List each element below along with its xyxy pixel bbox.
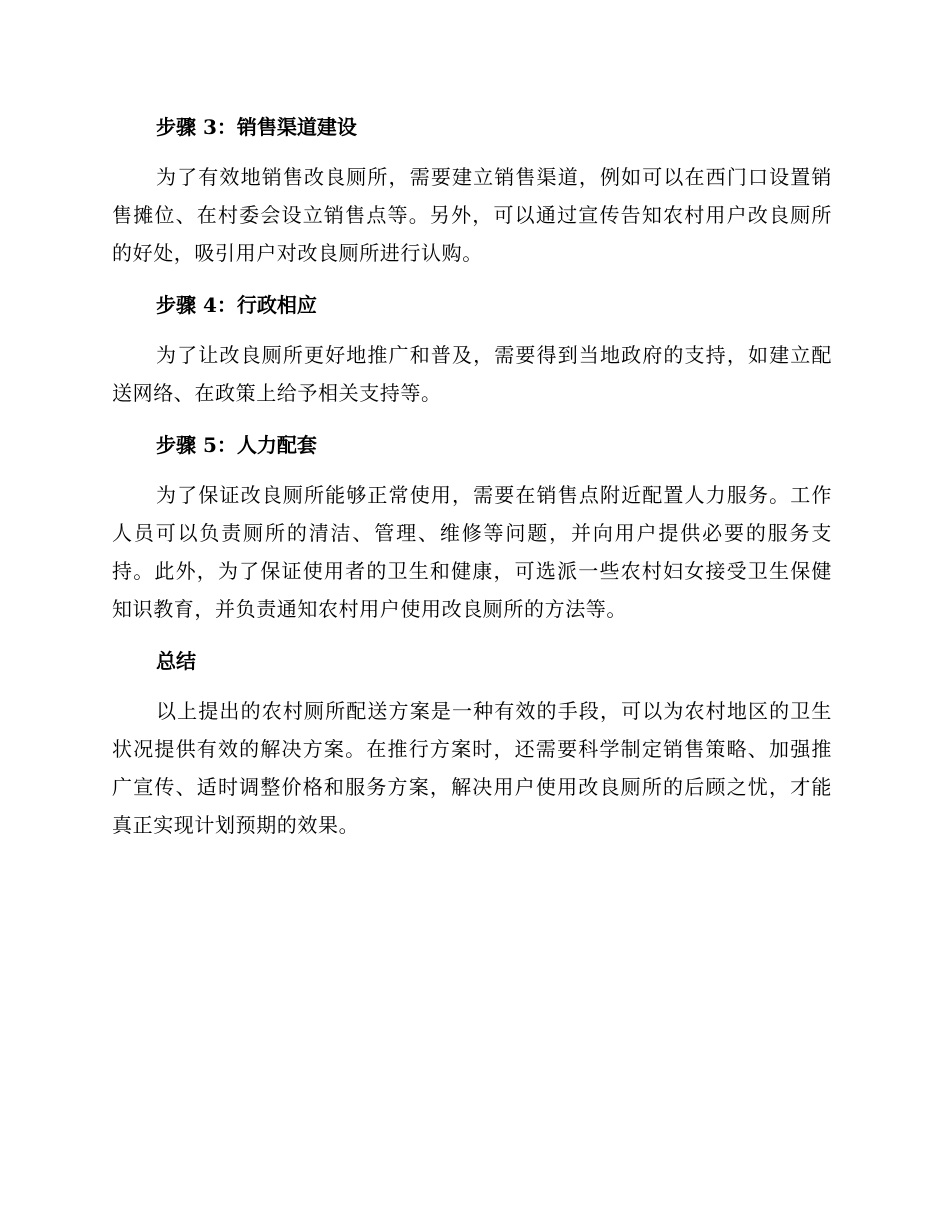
section-body-step-4: 为了让改良厕所更好地推广和普及，需要得到当地政府的支持，如建立配送网络、在政策上给予相关支持等。 [112,343,832,405]
section-body-summary: 以上提出的农村厕所配送方案是一种有效的手段，可以为农村地区的卫生状况提供有效的解决方案。在推行方案时，还需要科学制定销售策略、加强推广宣传、适时调整价格和服务方案，解决用户使用改良厕所的后顾之忧，才能真正实现计划预期的效果。 [112,699,832,837]
section-body-step-3: 为了有效地销售改良厕所，需要建立销售渠道，例如可以在西门口设置销售摊位、在村委会设立销售点等。另外，可以通过宣传告知农村用户改良厕所的好处，吸引用户对改良厕所进行认购。 [112,165,832,265]
section-body-step-5: 为了保证改良厕所能够正常使用，需要在销售点附近配置人力服务。工作人员可以负责厕所的清洁、管理、维修等问题，并向用户提供必要的服务支持。此外，为了保证使用者的卫生和健康，可选派一些农村妇女接受卫生保健知识教育，并负责通知农村用户使用改良厕所的方法等。 [112,483,832,621]
section-heading-step-3: 步骤 3：销售渠道建设 [156,115,357,139]
section-heading-summary: 总结 [156,649,196,673]
document-page [112,108,832,858]
section-heading-step-4: 步骤 4：行政相应 [156,293,317,317]
section-heading-step-5: 步骤 5：人力配套 [156,433,317,457]
